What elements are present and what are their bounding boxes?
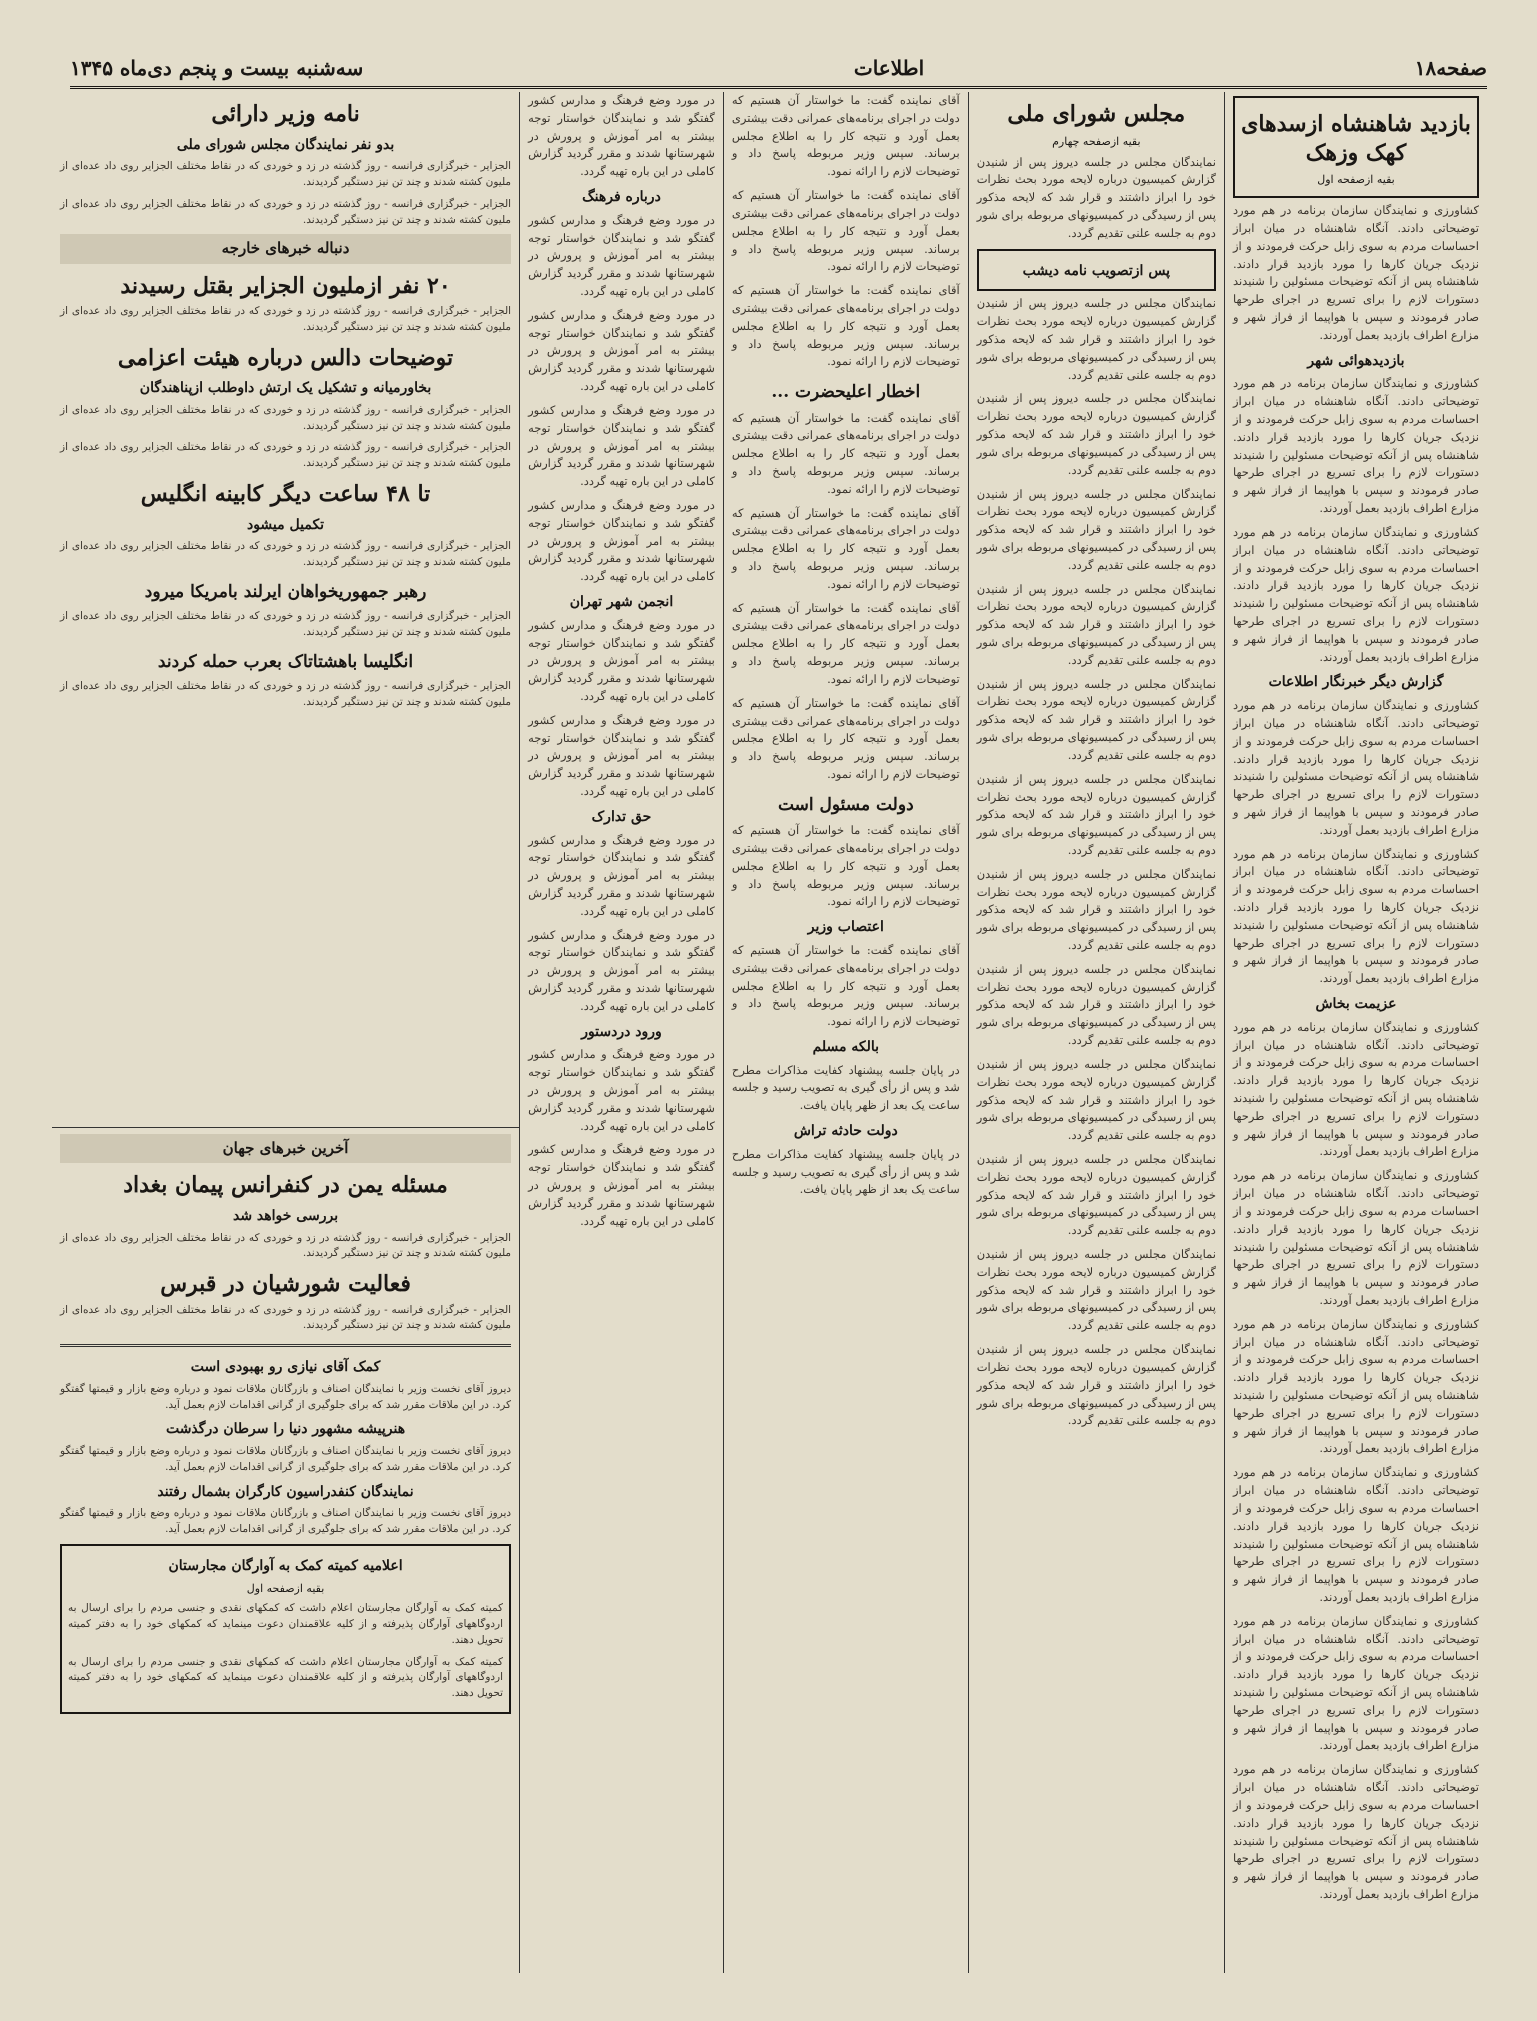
subhead-minister-strike: اعتصاب وزیر — [807, 919, 884, 936]
article-text: کشاورزی و نمایندگان سازمان برنامه در هم مورد توضیحاتی دادند. آنگاه شاهنشاه در میان ابراز احساسات مردم به سوی زابل حرکت فرمودند و از نزدیک جریان کارها را مورد بازدید قرار دادند. شاهنشاه پس از آنکه توضیحات مسئولین را شنیدند دستورات لازم را برای تسریع در اجرای طرحها صادر فرمودند و سپس با هواپیما از فراز شهر و مزارع اطراف بازدید بعمل آوردند. — [1232, 846, 1479, 986]
article-text: الجزایر - خبرگزاری فرانسه - روز گذشته در زد و خوردی که در نقاط مختلف الجزایر روی داد عده‌ای از ملیون کشته شدند و چند تن نیز دستگیر گردیدند. — [60, 403, 512, 432]
article-text: الجزایر - خبرگزاری فرانسه - روز گذشته در زد و خوردی که در نقاط مختلف الجزایر روی داد عده‌ای از ملیون کشته شدند و چند تن نیز دستگیر گردیدند. — [60, 441, 512, 470]
headline-niazi-recovery: کمک آقای نیازی رو بهبودی است — [190, 1359, 381, 1376]
headline-royal-visit: بازدید شاهنشاه ازسدهای کهک وزهک — [1241, 111, 1471, 166]
headline-dulles: توضیحات دالس درباره هیئت اعزامی — [117, 344, 454, 371]
article-text: در مورد وضع فرهنگ و مدارس کشور گفتگو شد و نمایندگان خواستار توجه بیشتر به امر آموزش و پرورش در شهرستانها شدند و مقرر گردید گزارش کاملی در این باره تهیه گردد. — [528, 212, 715, 298]
article-text: کمیته کمک به آوارگان مجارستان اعلام داشت که کمکهای نقدی و جنسی مردم را برای ارسال به اردوگاههای آوارگان پذیرفته و از کلیه علاقمندان دعوت مینماید که کمکهای خود را به دفتر کمیته تحویل دهند. — [68, 1655, 504, 1700]
article-text: الجزایر - خبرگزاری فرانسه - روز گذشته در زد و خوردی که در نقاط مختلف الجزایر روی داد عده‌ای از ملیون کشته شدند و چند تن نیز دستگیر گردیدند. — [60, 679, 512, 708]
continued-note: بقیه ازصفحه اول — [246, 1582, 325, 1596]
article-text: کشاورزی و نمایندگان سازمان برنامه در هم مورد توضیحاتی دادند. آنگاه شاهنشاه در میان ابراز احساسات مردم به سوی زابل حرکت فرمودند و از نزدیک جریان کارها را مورد بازدید قرار دادند. شاهنشاه پس از آنکه توضیحات مسئولین را شنیدند دستورات لازم را برای تسریع در اجرای طرحها صادر فرمودند و سپس با هواپیما از فراز شهر و مزارع اطراف بازدید بعمل آوردند. — [1232, 1762, 1479, 1901]
subhead-incident: دولت حادثه تراش — [793, 1123, 898, 1140]
subhead-government-responsible: دولت مسئول است — [777, 794, 914, 815]
article-text: آقای نماینده گفت: ما خواستار آن هستیم که دولت در اجرای برنامه‌های عمرانی دقت بیشتری بعمل آورد و نتیجه کار را به اطلاع مجلس برساند. سپس وزیر مربوطه پاسخ داد و توضیحات لازم را ارائه نمود. — [731, 93, 960, 179]
article-text: در مورد وضع فرهنگ و مدارس کشور گفتگو شد و نمایندگان خواستار توجه بیشتر به امر آموزش و پرورش در شهرستانها شدند و مقرر گردید گزارش کاملی در این باره تهیه گردد. — [528, 832, 715, 918]
article-text: در پایان جلسه پیشنهاد کفایت مذاکرات مطرح شد و پس از رأی گیری به تصویب رسید و جلسه ساعت یک بعد از ظهر پایان یافت. — [731, 1146, 960, 1197]
article-text: کشاورزی و نمایندگان سازمان برنامه در هم مورد توضیحاتی دادند. آنگاه شاهنشاه در میان ابراز احساسات مردم به سوی زابل حرکت فرمودند و از نزدیک جریان کارها را مورد بازدید قرار دادند. شاهنشاه پس از آنکه توضیحات مسئولین را شنیدند دستورات لازم را برای تسریع در اجرای طرحها صادر فرمودند و سپس با هواپیما از فراز شهر و مزارع اطراف بازدید بعمل آوردند. — [1232, 376, 1479, 516]
column-1 — [1224, 92, 1487, 1973]
article-text: آقای نماینده گفت: ما خواستار آن هستیم که دولت در اجرای برنامه‌های عمرانی دقت بیشتری بعمل آورد و نتیجه کار را به اطلاع مجلس برساند. سپس وزیر مربوطه پاسخ داد و توضیحات لازم را ارائه نمود. — [731, 410, 960, 496]
headline-parliament: مجلس شورای ملی — [1007, 101, 1186, 127]
subhead-agenda: ورود دردستور — [581, 1023, 662, 1040]
issue-date: سه‌شنبه بیست و پنجم دی‌ماه ۱۳۴۵ — [70, 56, 364, 80]
left-upper — [52, 92, 519, 1127]
article-text: نمایندگان مجلس در جلسه دیروز پس از شنیدن گزارش کمیسیون درباره لایحه مورد بحث نظرات خود را ابراز داشتند و قرار شد که لایحه مذکور پس از رسیدگی در کمیسیونهای مربوطه برای شور دوم به جلسه علنی تقدیم گردد. — [976, 676, 1216, 762]
columns-container — [52, 92, 1487, 1973]
headline-british-cabinet: تا ۴۸ ساعت دیگر کابینه انگلیس — [140, 480, 431, 507]
column-2 — [968, 92, 1224, 1973]
subhead-certain: بالکه مسلم — [812, 1038, 880, 1055]
announcement-box — [60, 1544, 511, 1714]
article-text: دیروز آقای نخست وزیر با نمایندگان اصناف و بازرگانان ملاقات نمود و درباره وضع بازار و قیمتها گفتگو کرد. در این ملاقات مقرر شد که برای جلوگیری از گرانی اقدامات لازم بعمل آید. — [60, 1445, 512, 1473]
subhead-will-be-reviewed: بررسی خواهد شد — [232, 1207, 339, 1224]
article-text: آقای نماینده گفت: ما خواستار آن هستیم که دولت در اجرای برنامه‌های عمرانی دقت بیشتری بعمل آورد و نتیجه کار را به اطلاع مجلس برساند. سپس وزیر مربوطه پاسخ داد و توضیحات لازم را ارائه نمود. — [731, 188, 960, 274]
headline-finance-minister-letter: نامه وزیر دارائی — [211, 101, 360, 127]
article-text: نمایندگان مجلس در جلسه دیروز پس از شنیدن گزارش کمیسیون درباره لایحه مورد بحث نظرات خود را ابراز داشتند و قرار شد که لایحه مذکور پس از رسیدگی در کمیسیونهای مربوطه برای شور دوم به جلسه علنی تقدیم گردد. — [976, 866, 1216, 953]
article-text: کمیته کمک به آوارگان مجارستان اعلام داشت که کمکهای نقدی و جنسی مردم را برای ارسال به اردوگاههای آوارگان پذیرفته و از کلیه علاقمندان دعوت مینماید که کمکهای خود را به دفتر کمیته تحویل دهند. — [68, 1602, 504, 1646]
article-text: دیروز آقای نخست وزیر با نمایندگان اصناف و بازرگانان ملاقات نمود و درباره وضع بازار و قیمتها گفتگو کرد. در این ملاقات مقرر شد که برای جلوگیری از گرانی اقدامات لازم بعمل آید. — [60, 1382, 512, 1411]
headline-hungarian-refugees: اعلامیه کمیته کمک به آوارگان مجارستان — [168, 1557, 403, 1574]
page-number: صفحه۱۸ — [1414, 56, 1487, 80]
article-text: کشاورزی و نمایندگان سازمان برنامه در هم مورد توضیحاتی دادند. آنگاه شاهنشاه در میان ابراز احساسات مردم به سوی زابل حرکت فرمودند و از نزدیک جریان کارها را مورد بازدید قرار دادند. شاهنشاه پس از آنکه توضیحات مسئولین را شنیدند دستورات لازم را برای تسریع در اجرای طرحها صادر فرمودند و سپس با هواپیما از فراز شهر و مزارع اطراف بازدید بعمل آوردند. — [1232, 698, 1479, 837]
article-text: نمایندگان مجلس در جلسه دیروز پس از شنیدن گزارش کمیسیون درباره لایحه مورد بحث نظرات خود را ابراز داشتند و قرار شد که لایحه مذکور پس از رسیدگی در کمیسیونهای مربوطه برای شور دوم به جلسه علنی تقدیم گردد. — [976, 296, 1216, 382]
subhead-box — [977, 249, 1216, 292]
article-text: کشاورزی و نمایندگان سازمان برنامه در هم مورد توضیحاتی دادند. آنگاه شاهنشاه در میان ابراز احساسات مردم به سوی زابل حرکت فرمودند و از نزدیک جریان کارها را مورد بازدید قرار دادند. شاهنشاه پس از آنکه توضیحات مسئولین را شنیدند دستورات لازم را برای تسریع در اجرای طرحها صادر فرمودند و سپس با هواپیما از فراز شهر و مزارع اطراف بازدید بعمل آوردند. — [1232, 203, 1479, 342]
article-text: الجزایر - خبرگزاری فرانسه - روز گذشته در زد و خوردی که در نقاط مختلف الجزایر روی داد عده‌ای از ملیون کشته شدند و چند تن نیز دستگیر گردیدند. — [60, 197, 512, 226]
article-text: آقای نماینده گفت: ما خواستار آن هستیم که دولت در اجرای برنامه‌های عمرانی دقت بیشتری بعمل آورد و نتیجه کار را به اطلاع مجلس برساند. سپس وزیر مربوطه پاسخ داد و توضیحات لازم را ارائه نمود. — [731, 283, 960, 369]
headline-irish-republican: رهبر جمهوریخواهان ایرلند بامریکا میرود — [144, 581, 427, 602]
article-text: کشاورزی و نمایندگان سازمان برنامه در هم مورد توضیحاتی دادند. آنگاه شاهنشاه در میان ابراز احساسات مردم به سوی زابل حرکت فرمودند و از نزدیک جریان کارها را مورد بازدید قرار دادند. شاهنشاه پس از آنکه توضیحات مسئولین را شنیدند دستورات لازم را برای تسریع در اجرای طرحها صادر فرمودند و سپس با هواپیما از فراز شهر و مزارع اطراف بازدید بعمل آوردند. — [1232, 1465, 1479, 1604]
subhead-completed: تکمیل میشود — [246, 516, 325, 533]
article-text: الجزایر - خبرگزاری فرانسه - روز گذشته در زد و خوردی که در نقاط مختلف الجزایر روی داد عده‌ای از ملیون کشته شدند و چند تن نیز دستگیر گردیدند. — [60, 1303, 512, 1332]
subhead-procurement: حق تدارک — [591, 808, 652, 825]
continued-note: بقیه ازصفحه چهارم — [1052, 134, 1141, 148]
article-text: نمایندگان مجلس در جلسه دیروز پس از شنیدن گزارش کمیسیون درباره لایحه مورد بحث نظرات خود را ابراز داشتند و قرار شد که لایحه مذکور پس از رسیدگی در کمیسیونهای مربوطه برای شور دوم به جلسه علنی تقدیم گردد. — [976, 1151, 1216, 1238]
section-foreign-news: دنباله خبرهای خارجه — [60, 234, 511, 263]
article-text: آقای نماینده گفت: ما خواستار آن هستیم که دولت در اجرای برنامه‌های عمرانی دقت بیشتری بعمل آورد و نتیجه کار را به اطلاع مجلس برساند. سپس وزیر مربوطه پاسخ داد و توضیحات لازم را ارائه نمود. — [731, 942, 960, 1029]
article-text: آقای نماینده گفت: ما خواستار آن هستیم که دولت در اجرای برنامه‌های عمرانی دقت بیشتری بعمل آورد و نتیجه کار را به اطلاع مجلس برساند. سپس وزیر مربوطه پاسخ داد و توضیحات لازم را ارائه نمود. — [731, 823, 960, 909]
headline-british-attack: انگلیسا باهشتاتاک بعرب حمله کردند — [157, 651, 414, 672]
article-text: در پایان جلسه پیشنهاد کفایت مذاکرات مطرح شد و پس از رأی گیری به تصویب رسید و جلسه ساعت یک بعد از ظهر پایان یافت. — [731, 1062, 960, 1113]
subhead-approval: پس ازتصویب نامه دیشب — [1022, 262, 1171, 279]
article-text: نمایندگان مجلس در جلسه دیروز پس از شنیدن گزارش کمیسیون درباره لایحه مورد بحث نظرات خود را ابراز داشتند و قرار شد که لایحه مذکور پس از رسیدگی در کمیسیونهای مربوطه برای شور دوم به جلسه علنی تقدیم گردد. — [976, 154, 1216, 240]
article-text: نمایندگان مجلس در جلسه دیروز پس از شنیدن گزارش کمیسیون درباره لایحه مورد بحث نظرات خود را ابراز داشتند و قرار شد که لایحه مذکور پس از رسیدگی در کمیسیونهای مربوطه برای شور دوم به جلسه علنی تقدیم گردد. — [976, 1342, 1216, 1428]
article-text: کشاورزی و نمایندگان سازمان برنامه در هم مورد توضیحاتی دادند. آنگاه شاهنشاه در میان ابراز احساسات مردم به سوی زابل حرکت فرمودند و از نزدیک جریان کارها را مورد بازدید قرار دادند. شاهنشاه پس از آنکه توضیحات مسئولین را شنیدند دستورات لازم را برای تسریع در اجرای طرحها صادر فرمودند و سپس با هواپیما از فراز شهر و مزارع اطراف بازدید بعمل آوردند. — [1232, 1316, 1479, 1456]
article-text: در مورد وضع فرهنگ و مدارس کشور گفتگو شد و نمایندگان خواستار توجه بیشتر به امر آموزش و پرورش در شهرستانها شدند و مقرر گردید گزارش کاملی در این باره تهیه گردد. — [528, 927, 715, 1013]
article-text: الجزایر - خبرگزاری فرانسه - روز گذشته در زد و خوردی که در نقاط مختلف الجزایر روی داد عده‌ای از ملیون کشته شدند و چند تن نیز دستگیر گردیدند. — [60, 305, 512, 333]
article-text: در مورد وضع فرهنگ و مدارس کشور گفتگو شد و نمایندگان خواستار توجه بیشتر به امر آموزش و پرورش در شهرستانها شدند و مقرر گردید گزارش کاملی در این باره تهیه گردد. — [528, 712, 715, 798]
article-text: الجزایر - خبرگزاری فرانسه - روز گذشته در زد و خوردی که در نقاط مختلف الجزایر روی داد عده‌ای از ملیون کشته شدند و چند تن نیز دستگیر گردیدند. — [60, 160, 512, 189]
subhead-culture: درباره فرهنگ — [582, 189, 661, 206]
divider — [60, 1344, 511, 1347]
article-text: در مورد وضع فرهنگ و مدارس کشور گفتگو شد و نمایندگان خواستار توجه بیشتر به امر آموزش و پرورش در شهرستانها شدند و مقرر گردید گزارش کاملی در این باره تهیه گردد. — [528, 617, 715, 703]
article-text: در مورد وضع فرهنگ و مدارس کشور گفتگو شد و نمایندگان خواستار توجه بیشتر به امر آموزش و پرورش در شهرستانها شدند و مقرر گردید گزارش کاملی در این باره تهیه گردد. — [528, 497, 715, 584]
headline-to-two-deputies: بدو نفر نمایندگان مجلس شورای ملی — [176, 136, 395, 153]
headline-yemen-baghdad-pact: مسئله یمن در کنفرانس پیمان بغداد — [123, 1172, 448, 1199]
article-text: در مورد وضع فرهنگ و مدارس کشور گفتگو شد و نمایندگان خواستار توجه بیشتر به امر آموزش و پرورش در شهرستانها شدند و مقرر گردید گزارش کاملی در این باره تهیه گردد. — [528, 93, 715, 179]
article-text: در مورد وضع فرهنگ و مدارس کشور گفتگو شد و نمایندگان خواستار توجه بیشتر به امر آموزش و پرورش در شهرستانها شدند و مقرر گردید گزارش کاملی در این باره تهیه گردد. — [528, 307, 715, 394]
column-5 — [52, 92, 519, 1127]
column-4 — [519, 92, 723, 1973]
article-text: نمایندگان مجلس در جلسه دیروز پس از شنیدن گزارش کمیسیون درباره لایحه مورد بحث نظرات خود را ابراز داشتند و قرار شد که لایحه مذکور پس از رسیدگی در کمیسیونهای مربوطه برای شور دوم به جلسه علنی تقدیم گردد. — [976, 486, 1216, 572]
article-text: نمایندگان مجلس در جلسه دیروز پس از شنیدن گزارش کمیسیون درباره لایحه مورد بحث نظرات خود را ابراز داشتند و قرار شد که لایحه مذکور پس از رسیدگی در کمیسیونهای مربوطه برای شور دوم به جلسه علنی تقدیم گردد. — [976, 1247, 1216, 1333]
column-3 — [723, 92, 968, 1973]
headline-box — [1233, 96, 1479, 198]
subhead-warning: اخطار اعلیحضرت ... — [771, 382, 921, 403]
subhead-tehran-council: انجمن شهر تهران — [569, 594, 674, 610]
subhead-aerial-visit: بازدیدهوائی شهر — [1307, 352, 1405, 369]
headline-algeria: ۲۰ نفر ازملیون الجزایر بقتل رسیدند — [120, 272, 451, 299]
subhead-departure: عزیمت بخاش — [1315, 996, 1397, 1013]
subhead-volunteer-army: بخاورمیانه و تشکیل یک ارتش داوطلب ازپناهندگان — [139, 380, 432, 397]
subhead-report: گزارش دیگر خبرنگار اطلاعات — [1268, 674, 1444, 691]
section-latest-world-news: آخرین خبرهای جهان — [60, 1134, 511, 1163]
article-text: آقای نماینده گفت: ما خواستار آن هستیم که دولت در اجرای برنامه‌های عمرانی دقت بیشتری بعمل آورد و نتیجه کار را به اطلاع مجلس برساند. سپس وزیر مربوطه پاسخ داد و توضیحات لازم را ارائه نمود. — [731, 695, 960, 781]
article-text: الجزایر - خبرگزاری فرانسه - روز گذشته در زد و خوردی که در نقاط مختلف الجزایر روی داد عده‌ای از ملیون کشته شدند و چند تن نیز دستگیر گردیدند. — [60, 610, 512, 638]
continued-note: بقیه ازصفحه اول — [1317, 173, 1395, 187]
article-text: آقای نماینده گفت: ما خواستار آن هستیم که دولت در اجرای برنامه‌های عمرانی دقت بیشتری بعمل آورد و نتیجه کار را به اطلاع مجلس برساند. سپس وزیر مربوطه پاسخ داد و توضیحات لازم را ارائه نمود. — [731, 505, 960, 591]
article-text: کشاورزی و نمایندگان سازمان برنامه در هم مورد توضیحاتی دادند. آنگاه شاهنشاه در میان ابراز احساسات مردم به سوی زابل حرکت فرمودند و از نزدیک جریان کارها را مورد بازدید قرار دادند. شاهنشاه پس از آنکه توضیحات مسئولین را شنیدند دستورات لازم را برای تسریع در اجرای طرحها صادر فرمودند و سپس با هواپیما از فراز شهر و مزارع اطراف بازدید بعمل آوردند. — [1232, 524, 1479, 664]
article-text: کشاورزی و نمایندگان سازمان برنامه در هم مورد توضیحاتی دادند. آنگاه شاهنشاه در میان ابراز احساسات مردم به سوی زابل حرکت فرمودند و از نزدیک جریان کارها را مورد بازدید قرار دادند. شاهنشاه پس از آنکه توضیحات مسئولین را شنیدند دستورات لازم را برای تسریع در اجرای طرحها صادر فرمودند و سپس با هواپیما از فراز شهر و مزارع اطراف بازدید بعمل آوردند. — [1232, 1168, 1479, 1307]
article-text: در مورد وضع فرهنگ و مدارس کشور گفتگو شد و نمایندگان خواستار توجه بیشتر به امر آموزش و پرورش در شهرستانها شدند و مقرر گردید گزارش کاملی در این باره تهیه گردد. — [528, 1047, 715, 1133]
left-lower — [52, 1127, 519, 1973]
article-text: دیروز آقای نخست وزیر با نمایندگان اصناف و بازرگانان ملاقات نمود و درباره وضع بازار و قیمتها گفتگو کرد. در این ملاقات مقرر شد که برای جلوگیری از گرانی اقدامات لازم بعمل آید. — [60, 1507, 512, 1535]
article-text: در مورد وضع فرهنگ و مدارس کشور گفتگو شد و نمایندگان خواستار توجه بیشتر به امر آموزش و پرورش در شهرستانها شدند و مقرر گردید گزارش کاملی در این باره تهیه گردد. — [528, 1142, 715, 1228]
headline-actor-death: هنرپیشه مشهور دنیا را سرطان درگذشت — [165, 1421, 406, 1438]
column-left-block — [52, 92, 519, 1973]
article-text: نمایندگان مجلس در جلسه دیروز پس از شنیدن گزارش کمیسیون درباره لایحه مورد بحث نظرات خود را ابراز داشتند و قرار شد که لایحه مذکور پس از رسیدگی در کمیسیونهای مربوطه برای شور دوم به جلسه علنی تقدیم گردد. — [976, 771, 1216, 857]
article-text: نمایندگان مجلس در جلسه دیروز پس از شنیدن گزارش کمیسیون درباره لایحه مورد بحث نظرات خود را ابراز داشتند و قرار شد که لایحه مذکور پس از رسیدگی در کمیسیونهای مربوطه برای شور دوم به جلسه علنی تقدیم گردد. — [976, 391, 1216, 477]
article-text: الجزایر - خبرگزاری فرانسه - روز گذشته در زد و خوردی که در نقاط مختلف الجزایر روی داد عده‌ای از ملیون کشته شدند و چند تن نیز دستگیر گردیدند. — [60, 540, 512, 568]
page-header — [70, 50, 1487, 89]
newspaper-name: اطلاعات — [853, 56, 925, 80]
article-text: نمایندگان مجلس در جلسه دیروز پس از شنیدن گزارش کمیسیون درباره لایحه مورد بحث نظرات خود را ابراز داشتند و قرار شد که لایحه مذکور پس از رسیدگی در کمیسیونهای مربوطه برای شور دوم به جلسه علنی تقدیم گردد. — [976, 961, 1216, 1048]
article-text: کشاورزی و نمایندگان سازمان برنامه در هم مورد توضیحاتی دادند. آنگاه شاهنشاه در میان ابراز احساسات مردم به سوی زابل حرکت فرمودند و از نزدیک جریان کارها را مورد بازدید قرار دادند. شاهنشاه پس از آنکه توضیحات مسئولین را شنیدند دستورات لازم را برای تسریع در اجرای طرحها صادر فرمودند و سپس با هواپیما از فراز شهر و مزارع اطراف بازدید بعمل آوردند. — [1232, 1019, 1479, 1159]
article-text: الجزایر - خبرگزاری فرانسه - روز گذشته در زد و خوردی که در نقاط مختلف الجزایر روی داد عده‌ای از ملیون کشته شدند و چند تن نیز دستگیر گردیدند. — [60, 1231, 512, 1260]
article-text: نمایندگان مجلس در جلسه دیروز پس از شنیدن گزارش کمیسیون درباره لایحه مورد بحث نظرات خود را ابراز داشتند و قرار شد که لایحه مذکور پس از رسیدگی در کمیسیونهای مربوطه برای شور دوم به جلسه علنی تقدیم گردد. — [976, 1056, 1216, 1143]
article-text: نمایندگان مجلس در جلسه دیروز پس از شنیدن گزارش کمیسیون درباره لایحه مورد بحث نظرات خود را ابراز داشتند و قرار شد که لایحه مذکور پس از رسیدگی در کمیسیونهای مربوطه برای شور دوم به جلسه علنی تقدیم گردد. — [976, 581, 1216, 667]
article-text: کشاورزی و نمایندگان سازمان برنامه در هم مورد توضیحاتی دادند. آنگاه شاهنشاه در میان ابراز احساسات مردم به سوی زابل حرکت فرمودند و از نزدیک جریان کارها را مورد بازدید قرار دادند. شاهنشاه پس از آنکه توضیحات مسئولین را شنیدند دستورات لازم را برای تسریع در اجرای طرحها صادر فرمودند و سپس با هواپیما از فراز شهر و مزارع اطراف بازدید بعمل آوردند. — [1232, 1613, 1479, 1753]
article-text: آقای نماینده گفت: ما خواستار آن هستیم که دولت در اجرای برنامه‌های عمرانی دقت بیشتری بعمل آورد و نتیجه کار را به اطلاع مجلس برساند. سپس وزیر مربوطه پاسخ داد و توضیحات لازم را ارائه نمود. — [731, 600, 960, 686]
article-text: در مورد وضع فرهنگ و مدارس کشور گفتگو شد و نمایندگان خواستار توجه بیشتر به امر آموزش و پرورش در شهرستانها شدند و مقرر گردید گزارش کاملی در این باره تهیه گردد. — [528, 402, 715, 489]
headline-labor-confederation: نمایندگان کنفدراسیون کارگران بشمال رفتند — [157, 1483, 414, 1500]
headline-cyprus-rebels: فعالیت شورشیان در قبرس — [160, 1271, 411, 1298]
